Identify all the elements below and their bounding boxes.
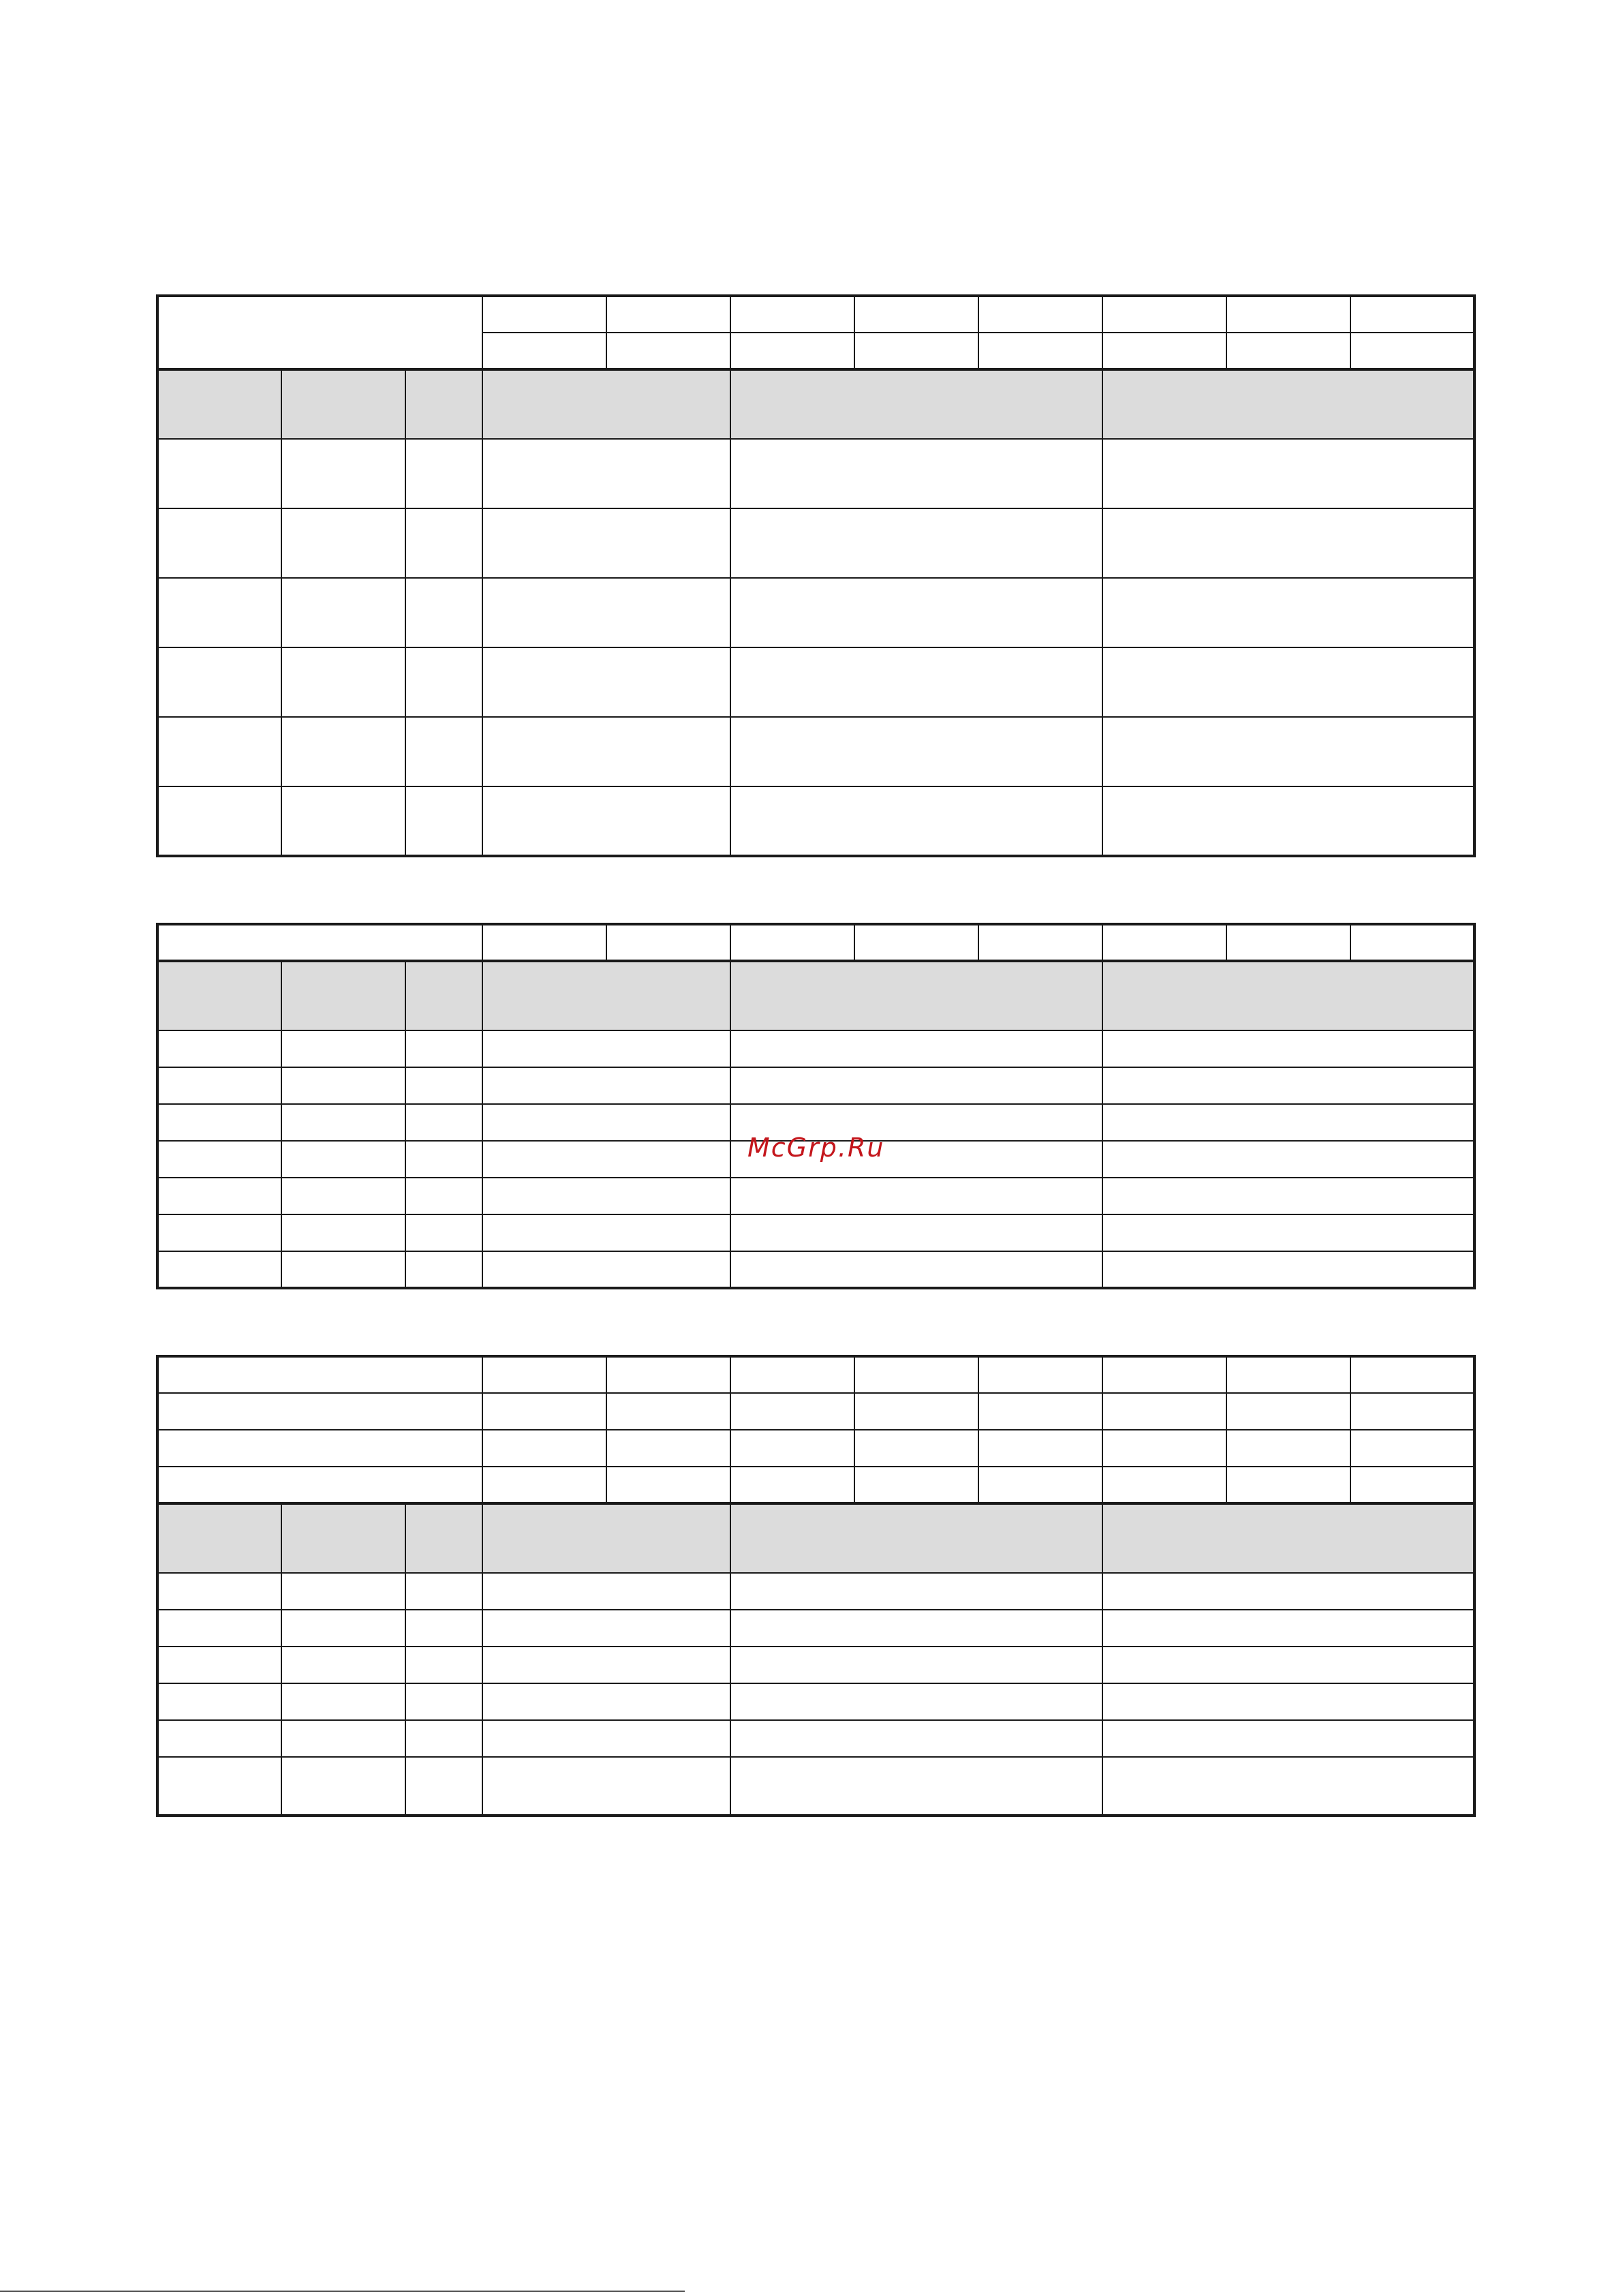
table-cell	[1102, 1030, 1474, 1067]
table-cell	[281, 1683, 405, 1720]
table-cell	[1226, 1467, 1350, 1503]
table-row	[157, 1720, 1474, 1757]
table-header-cell	[482, 961, 730, 1030]
table-cell	[1350, 1430, 1474, 1467]
table-row	[157, 1573, 1474, 1610]
table-cell	[281, 1251, 405, 1288]
table-cell	[1102, 1393, 1226, 1430]
table-cell	[1102, 439, 1474, 508]
table-header-cell	[1102, 369, 1474, 439]
table-cell	[1102, 1214, 1474, 1251]
table-cell	[157, 1573, 281, 1610]
table-cell	[730, 333, 854, 369]
table-cell	[281, 508, 405, 578]
table-cell	[730, 1178, 1102, 1214]
table-row	[157, 717, 1474, 786]
table-cell	[405, 1251, 482, 1288]
table-header-cell	[482, 1503, 730, 1573]
table-cell	[1226, 296, 1350, 333]
table-cell	[1102, 1647, 1474, 1683]
table-cell	[606, 924, 730, 961]
table-cell	[1226, 1356, 1350, 1393]
table-cell	[730, 1610, 1102, 1647]
table-cell	[854, 333, 978, 369]
table-header-cell	[482, 369, 730, 439]
table-cell	[405, 439, 482, 508]
table-cell	[281, 1647, 405, 1683]
table-cell	[854, 1393, 978, 1430]
table-header-row	[157, 1503, 1474, 1573]
table-cell	[1102, 1720, 1474, 1757]
table-cell	[157, 786, 281, 856]
table-label-cell	[157, 1467, 482, 1503]
table-cell	[1102, 296, 1226, 333]
table-cell	[405, 508, 482, 578]
table-cell	[281, 647, 405, 717]
table-cell	[482, 1141, 730, 1178]
table-label-cell	[157, 1430, 482, 1467]
spec-table-3	[156, 1355, 1476, 1817]
table-cell	[405, 1757, 482, 1816]
table-header-cell	[730, 961, 1102, 1030]
table-cell	[482, 1467, 606, 1503]
table-cell	[730, 1067, 1102, 1104]
table-cell	[730, 578, 1102, 647]
table-cell	[1226, 333, 1350, 369]
table-cell	[281, 786, 405, 856]
table-row	[157, 1683, 1474, 1720]
table-cell	[482, 1251, 730, 1288]
table-cell	[482, 924, 606, 961]
table-cell	[281, 439, 405, 508]
table-cell	[157, 1030, 281, 1067]
table-cell	[1226, 1430, 1350, 1467]
table-cell	[405, 647, 482, 717]
table-header-row	[157, 961, 1474, 1030]
table-cell	[978, 1430, 1102, 1467]
table-cell	[157, 717, 281, 786]
table-cell	[730, 1647, 1102, 1683]
table-cell	[281, 1104, 405, 1141]
table-label-cell	[157, 1356, 482, 1393]
table-cell	[281, 1610, 405, 1647]
table-header-cell	[405, 1503, 482, 1573]
table-cell	[405, 786, 482, 856]
table-cell	[405, 717, 482, 786]
table-cell	[1226, 924, 1350, 961]
table-cell	[157, 1720, 281, 1757]
table-cell	[730, 786, 1102, 856]
table-cell	[405, 1104, 482, 1141]
table-row	[157, 439, 1474, 508]
table-cell	[281, 1178, 405, 1214]
table-cell	[1102, 578, 1474, 647]
table-label-cell	[157, 1393, 482, 1430]
table-row	[157, 786, 1474, 856]
table-cell	[1102, 647, 1474, 717]
table-cell	[482, 1178, 730, 1214]
table-cell	[157, 578, 281, 647]
table-cell	[730, 508, 1102, 578]
table-cell	[1350, 1356, 1474, 1393]
table-row	[157, 578, 1474, 647]
table-row	[157, 1467, 1474, 1503]
table-cell	[730, 1214, 1102, 1251]
table-cell	[482, 1647, 730, 1683]
table-cell	[157, 1067, 281, 1104]
table-cell	[1102, 508, 1474, 578]
table-cell	[1102, 1141, 1474, 1178]
table-header-cell	[730, 369, 1102, 439]
table-cell	[854, 296, 978, 333]
table-cell	[606, 1430, 730, 1467]
spec-table-2	[156, 923, 1476, 1289]
table-cell	[482, 786, 730, 856]
table-cell	[730, 1720, 1102, 1757]
table-cell	[606, 1356, 730, 1393]
table-header-cell	[1102, 1503, 1474, 1573]
table-cell	[1102, 1356, 1226, 1393]
table-cell	[482, 1067, 730, 1104]
table-cell	[281, 1214, 405, 1251]
table-cell	[405, 1683, 482, 1720]
table-cell	[405, 1720, 482, 1757]
table-cell	[482, 1720, 730, 1757]
table-row	[157, 1251, 1474, 1288]
table-row	[157, 1067, 1474, 1104]
table-cell	[730, 924, 854, 961]
table-cell	[606, 333, 730, 369]
table-row	[157, 1430, 1474, 1467]
table-cell	[405, 578, 482, 647]
table-cell	[1102, 1467, 1226, 1503]
table-cell	[482, 439, 730, 508]
table-label-cell	[157, 924, 482, 961]
table-row	[157, 1393, 1474, 1430]
table-cell	[1102, 1610, 1474, 1647]
table-cell	[978, 1356, 1102, 1393]
table-row	[157, 1356, 1474, 1393]
table-header-cell	[157, 961, 281, 1030]
table-header-row	[157, 369, 1474, 439]
table-label-cell	[157, 296, 482, 369]
table-cell	[1102, 717, 1474, 786]
table-cell	[730, 1030, 1102, 1067]
table-cell	[157, 508, 281, 578]
table-cell	[1102, 1573, 1474, 1610]
table-cell	[1350, 296, 1474, 333]
table-cell	[157, 1104, 281, 1141]
table-cell	[281, 717, 405, 786]
table-cell	[854, 1467, 978, 1503]
footer-rule	[0, 2291, 685, 2292]
table-cell	[405, 1610, 482, 1647]
table-cell	[281, 1757, 405, 1816]
table-cell	[730, 439, 1102, 508]
table-row	[157, 1647, 1474, 1683]
table-cell	[405, 1067, 482, 1104]
table-cell	[1102, 1430, 1226, 1467]
table-cell	[730, 1683, 1102, 1720]
table-cell	[978, 1393, 1102, 1430]
table-row	[157, 1178, 1474, 1214]
table-cell	[482, 333, 606, 369]
table-cell	[854, 1430, 978, 1467]
table-cell	[730, 1251, 1102, 1288]
table-cell	[854, 924, 978, 961]
table-cell	[978, 333, 1102, 369]
table-cell	[1350, 924, 1474, 961]
table-header-cell	[730, 1503, 1102, 1573]
table-cell	[482, 1393, 606, 1430]
table-cell	[854, 1356, 978, 1393]
table-cell	[730, 1393, 854, 1430]
table-header-cell	[405, 369, 482, 439]
table-cell	[281, 1141, 405, 1178]
table-cell	[157, 1214, 281, 1251]
table-cell	[482, 578, 730, 647]
table-cell	[730, 1467, 854, 1503]
table-cell	[730, 1356, 854, 1393]
table-cell	[1102, 1067, 1474, 1104]
table-cell	[730, 1757, 1102, 1816]
table-cell	[606, 1393, 730, 1430]
table-cell	[730, 1573, 1102, 1610]
table-cell	[978, 296, 1102, 333]
table-cell	[978, 924, 1102, 961]
table-cell	[482, 1214, 730, 1251]
table-cell	[405, 1573, 482, 1610]
table-cell	[482, 1104, 730, 1141]
table-cell	[1102, 924, 1226, 961]
table-cell	[405, 1178, 482, 1214]
table-cell	[1350, 333, 1474, 369]
table-cell	[482, 1757, 730, 1816]
table-cell	[1226, 1393, 1350, 1430]
table-cell	[157, 1683, 281, 1720]
table-cell	[157, 1610, 281, 1647]
table-cell	[281, 1030, 405, 1067]
watermark-text: McGrp.Ru	[747, 1133, 885, 1163]
table-header-cell	[281, 961, 405, 1030]
table-cell	[157, 439, 281, 508]
table-cell	[1102, 1251, 1474, 1288]
table-cell	[157, 647, 281, 717]
table-cell	[1102, 1178, 1474, 1214]
table-cell	[1350, 1467, 1474, 1503]
table-cell	[978, 1467, 1102, 1503]
table-cell	[281, 1067, 405, 1104]
table-row	[157, 296, 1474, 333]
table-cell	[730, 296, 854, 333]
spec-table-1	[156, 294, 1476, 857]
table-cell	[606, 296, 730, 333]
table-cell	[1102, 1683, 1474, 1720]
table-row	[157, 1030, 1474, 1067]
table-cell	[730, 1430, 854, 1467]
table-cell	[1102, 1104, 1474, 1141]
table-header-cell	[405, 961, 482, 1030]
table-cell	[482, 1610, 730, 1647]
table-cell	[1102, 333, 1226, 369]
table-cell	[157, 1178, 281, 1214]
table-header-cell	[157, 1503, 281, 1573]
table-cell	[405, 1141, 482, 1178]
table-row	[157, 1214, 1474, 1251]
table-cell	[482, 508, 730, 578]
table-cell	[405, 1214, 482, 1251]
table-cell	[281, 1720, 405, 1757]
table-cell	[1102, 1757, 1474, 1816]
table-header-cell	[281, 1503, 405, 1573]
table-cell	[1102, 786, 1474, 856]
table-cell	[730, 717, 1102, 786]
table-cell	[157, 1141, 281, 1178]
table-cell	[482, 1683, 730, 1720]
table-cell	[730, 647, 1102, 717]
table-cell	[157, 1251, 281, 1288]
table-cell	[157, 1647, 281, 1683]
table-row	[157, 1757, 1474, 1816]
table-row	[157, 508, 1474, 578]
table-cell	[1350, 1393, 1474, 1430]
table-cell	[281, 578, 405, 647]
table-row	[157, 647, 1474, 717]
table-cell	[482, 1573, 730, 1610]
table-cell	[482, 1356, 606, 1393]
table-row	[157, 1610, 1474, 1647]
table-cell	[157, 1757, 281, 1816]
table-cell	[482, 647, 730, 717]
table-row	[157, 924, 1474, 961]
table-header-cell	[281, 369, 405, 439]
table-cell	[482, 296, 606, 333]
table-cell	[405, 1647, 482, 1683]
table-cell	[482, 717, 730, 786]
table-cell	[405, 1030, 482, 1067]
table-header-cell	[157, 369, 281, 439]
table-cell	[482, 1430, 606, 1467]
table-cell	[482, 1030, 730, 1067]
table-cell	[281, 1573, 405, 1610]
table-header-cell	[1102, 961, 1474, 1030]
table-cell	[606, 1467, 730, 1503]
